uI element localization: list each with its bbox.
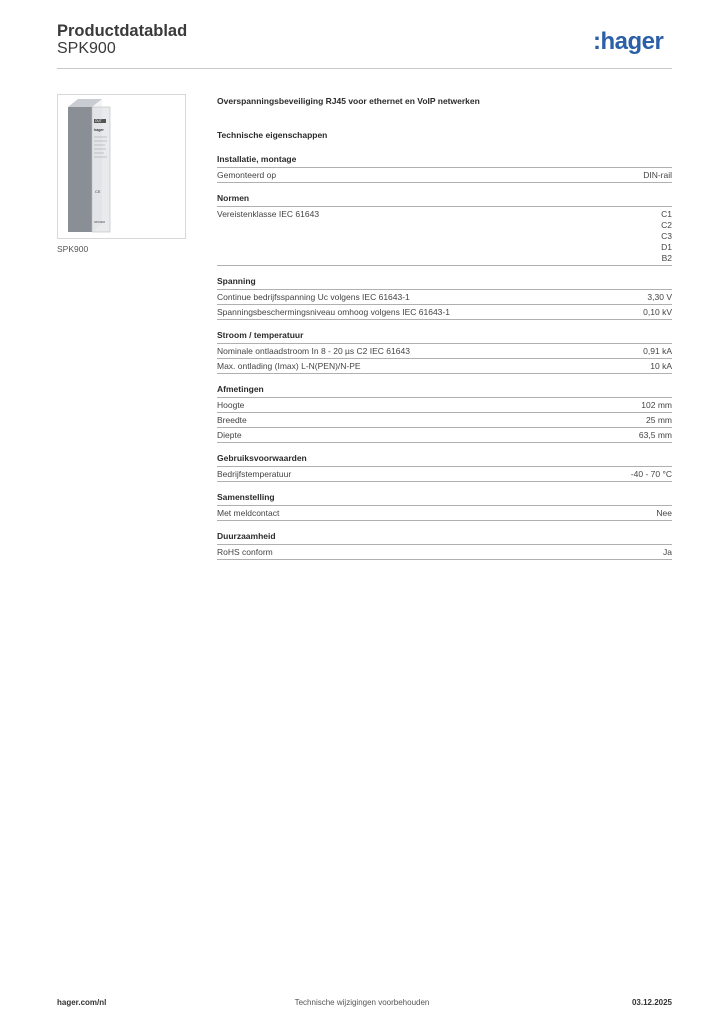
- device-label-out-text: OUT: [95, 119, 102, 123]
- spec-section: [217, 193, 672, 266]
- spec-label: Spanningsbeschermingsniveau omhoog volgens IEC 61643-1: [217, 307, 450, 317]
- section-title: Installatie, montage: [217, 154, 672, 168]
- spec-value: [643, 307, 672, 318]
- tech-heading: Technische eigenschappen: [217, 130, 328, 140]
- spec-value-item: DIN-rail: [643, 170, 672, 180]
- device-brand-text: hager: [94, 128, 104, 132]
- image-caption: SPK900: [57, 244, 89, 254]
- spec-value-item: 25 mm: [646, 415, 672, 425]
- footer-date: 03.12.2025: [631, 998, 672, 1007]
- spec-section: [217, 276, 672, 320]
- spec-row: [217, 359, 672, 374]
- spec-value-item: 0,10 kV: [643, 307, 672, 317]
- spec-value-item: C2: [661, 220, 672, 230]
- spec-value: [646, 415, 672, 426]
- spec-row: [217, 413, 672, 428]
- surge-protector-device-icon: [58, 95, 185, 238]
- spec-row: [217, 467, 672, 482]
- hager-logo[interactable]: :hager: [593, 28, 664, 55]
- spec-value-item: 0,91 kA: [643, 346, 672, 356]
- spec-section: [217, 531, 672, 560]
- spec-value: [647, 292, 672, 303]
- spec-value-item: 10 kA: [650, 361, 672, 371]
- spec-value-item: Ja: [663, 547, 672, 557]
- spec-label: Gemonteerd op: [217, 170, 277, 180]
- spec-sections: [217, 154, 672, 560]
- spec-label: Bedrijfstemperatuur: [217, 469, 292, 479]
- spec-value-item: Nee: [656, 508, 672, 518]
- spec-value-item: B2: [661, 253, 672, 263]
- spec-label: Vereistenklasse IEC 61643: [217, 209, 320, 219]
- spec-value: [639, 430, 672, 441]
- spec-row: [217, 344, 672, 359]
- spec-label: Diepte: [217, 430, 242, 440]
- spec-value: [663, 547, 672, 558]
- spec-row: [217, 398, 672, 413]
- section-title: Normen: [217, 193, 672, 207]
- section-title: Stroom / temperatuur: [217, 330, 672, 344]
- footer-disclaimer: Technische wijzigingen voorbehouden: [294, 998, 430, 1007]
- spec-row: [217, 290, 672, 305]
- spec-value-item: 63,5 mm: [638, 430, 672, 440]
- spec-row: [217, 506, 672, 521]
- spec-row: [217, 168, 672, 183]
- spec-value: [631, 469, 672, 480]
- spec-value: [661, 209, 672, 264]
- spec-value: [656, 508, 672, 519]
- spec-row: [217, 545, 672, 560]
- product-code: SPK900: [57, 40, 116, 57]
- spec-label: RoHS conform: [217, 547, 273, 557]
- spec-section: [217, 330, 672, 374]
- spec-value: [641, 400, 672, 411]
- spec-value-item: 3,30 V: [647, 292, 672, 302]
- spec-label: Breedte: [217, 415, 247, 425]
- page-title: Productdatablad: [57, 22, 188, 40]
- section-title: Gebruiksvoorwaarden: [217, 453, 672, 467]
- spec-value: [643, 170, 672, 181]
- device-code-text: SPK900: [94, 220, 106, 224]
- spec-label: Max. ontlading (Imax) L-N(PEN)/N-PE: [217, 361, 361, 371]
- spec-value-item: -40 - 70 °C: [630, 469, 672, 479]
- svg-text:CE: CE: [95, 189, 101, 194]
- spec-section: [217, 453, 672, 482]
- spec-value: [643, 346, 672, 357]
- section-title: Samenstelling: [217, 492, 672, 506]
- spec-value: [650, 361, 672, 372]
- spec-row: [217, 207, 672, 266]
- section-title: Duurzaamheid: [217, 531, 672, 545]
- spec-row: [217, 305, 672, 320]
- spec-label: Hoogte: [217, 400, 245, 410]
- spec-label: Met meldcontact: [217, 508, 280, 518]
- spec-label: Nominale ontlaadstroom In 8 - 20 µs C2 IEC 61643: [217, 346, 410, 356]
- product-image: [57, 94, 186, 239]
- spec-value-item: C3: [661, 231, 672, 241]
- spec-value-item: 102 mm: [641, 400, 672, 410]
- spec-section: [217, 492, 672, 521]
- spec-row: [217, 428, 672, 443]
- header-divider: [57, 68, 672, 69]
- section-title: Spanning: [217, 276, 672, 290]
- spec-content: [217, 96, 672, 570]
- product-description: Overspanningsbeveiliging RJ45 voor ethernet en VoIP netwerken: [217, 96, 480, 106]
- spec-section: [217, 384, 672, 443]
- spec-label: Continue bedrijfsspanning Uc volgens IEC 61643-1: [217, 292, 410, 302]
- spec-section: [217, 154, 672, 183]
- spec-value-item: D1: [661, 242, 672, 252]
- footer-website-link[interactable]: hager.com/nl: [57, 998, 107, 1007]
- spec-value-item: C1: [661, 209, 672, 219]
- section-title: Afmetingen: [217, 384, 672, 398]
